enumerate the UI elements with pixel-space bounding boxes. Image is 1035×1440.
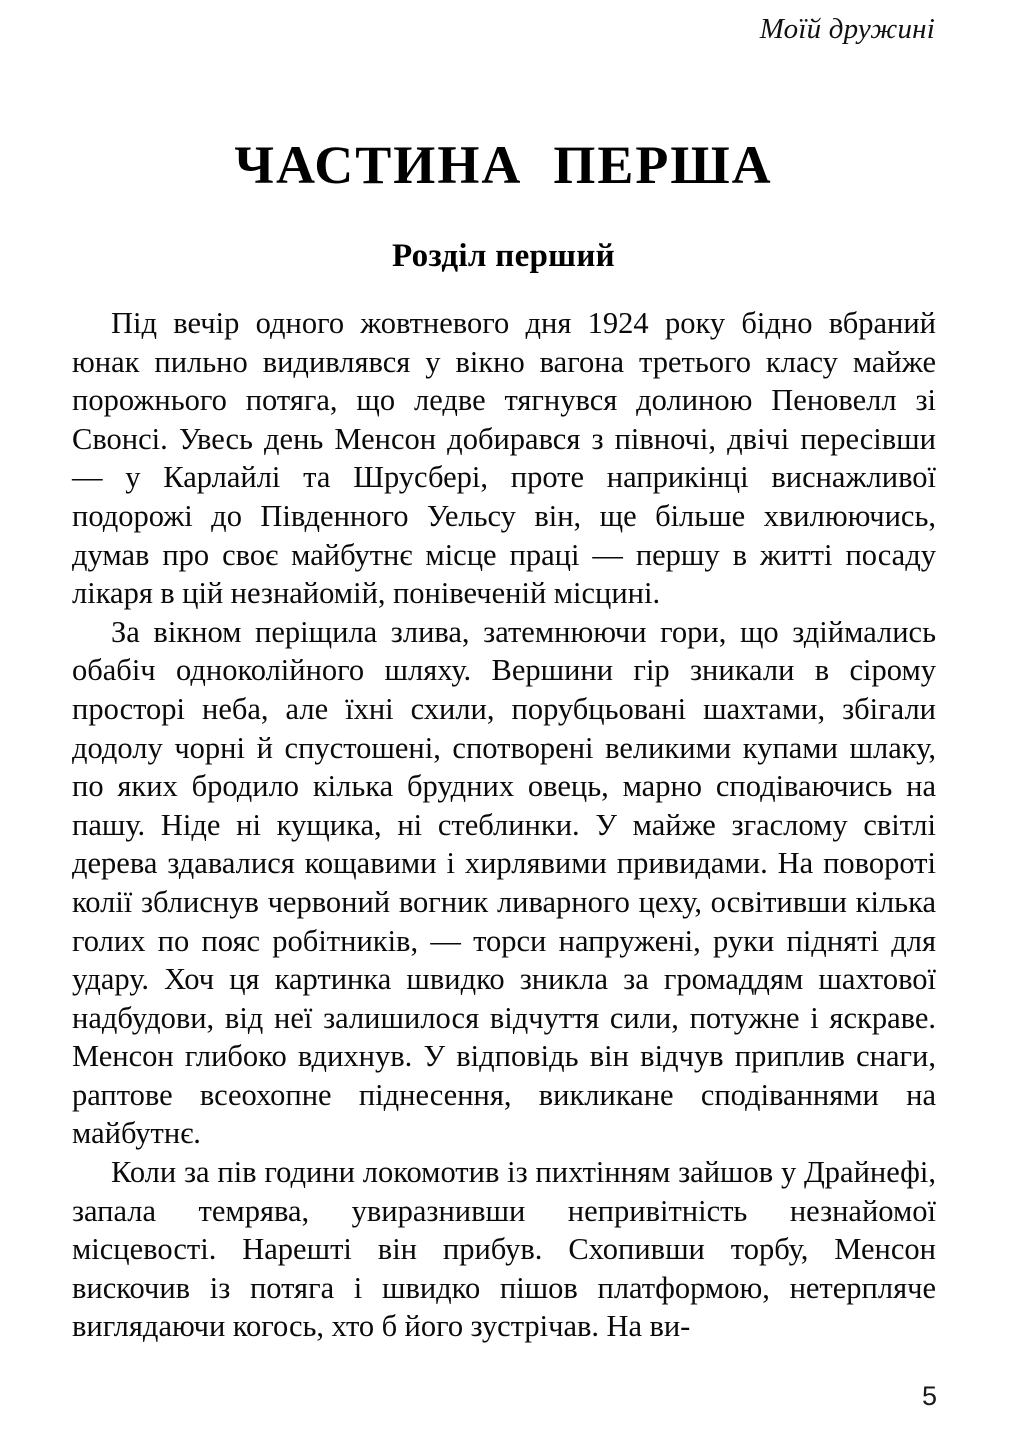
part-title: ЧАСТИНА ПЕРША: [234, 135, 773, 195]
chapter-title: Розділ перший: [392, 238, 615, 274]
paragraph: За вікном періщила злива, затемнюючи гори, що здіймались обабіч одноколійного шляху. Вершини гір зникали в сірому просторі неба, але їхні схили, порубцьовані шахтами, збігали додолу чорні й спустошені, спотворені великими купами шлаку, по яких бродило кілька брудних овець, марно сподіваючись на пашу. Ніде ні кущика, ні стеблинки. У майже згаслому світлі дерева здавалися кощавими і хирлявими привидами. На повороті колії зблиснув червоний вогник ливарного цеху, освітивши кілька голих по пояс робітників, — торси напружені, руки підняті для удару. Хоч ця картинка швидко зникла за громаддям шахтової надбудови, від неї залишилося відчуття сили, потужне і яскраве. Менсон глибоко вдихнув. У відповідь він відчув приплив снаги, раптове всеохопне піднесення, викликане сподіваннями на майбутнє.: [72, 614, 936, 1151]
paragraph: Коли за пів години локомотив із пихтінням зайшов у Драйнефі, запала темрява, увиразнивши непривітність незнайомої місцевості. Нарешті він прибув. Схопивши торбу, Менсон вискочив із потяга і швидко пішов платформою, нетерпляче виглядаючи когось, хто б його зустрічав. На ви-: [72, 1155, 936, 1344]
body-text-column: [72, 304, 936, 1346]
page-number: 5: [921, 1381, 937, 1411]
running-head: Моїй дружині: [759, 13, 935, 45]
paragraph: Під вечір одного жовтневого дня 1924 року бідно вбраний юнак пильно видивлявся у вікно вагона третього класу майже порожнього потяга, що ледве тягнувся долиною Пеновелл зі Свонсі. Увесь день Менсон добирався з півночі, двічі пересівши — у Карлайлі та Шрусбері, проте наприкінці виснажливої подорожі до Південного Уельсу він, ще більше хвилюючись, думав про своє майбутнє місце праці — першу в житті посаду лікаря в цій незнайомій, понівеченій місцині.: [72, 306, 936, 611]
